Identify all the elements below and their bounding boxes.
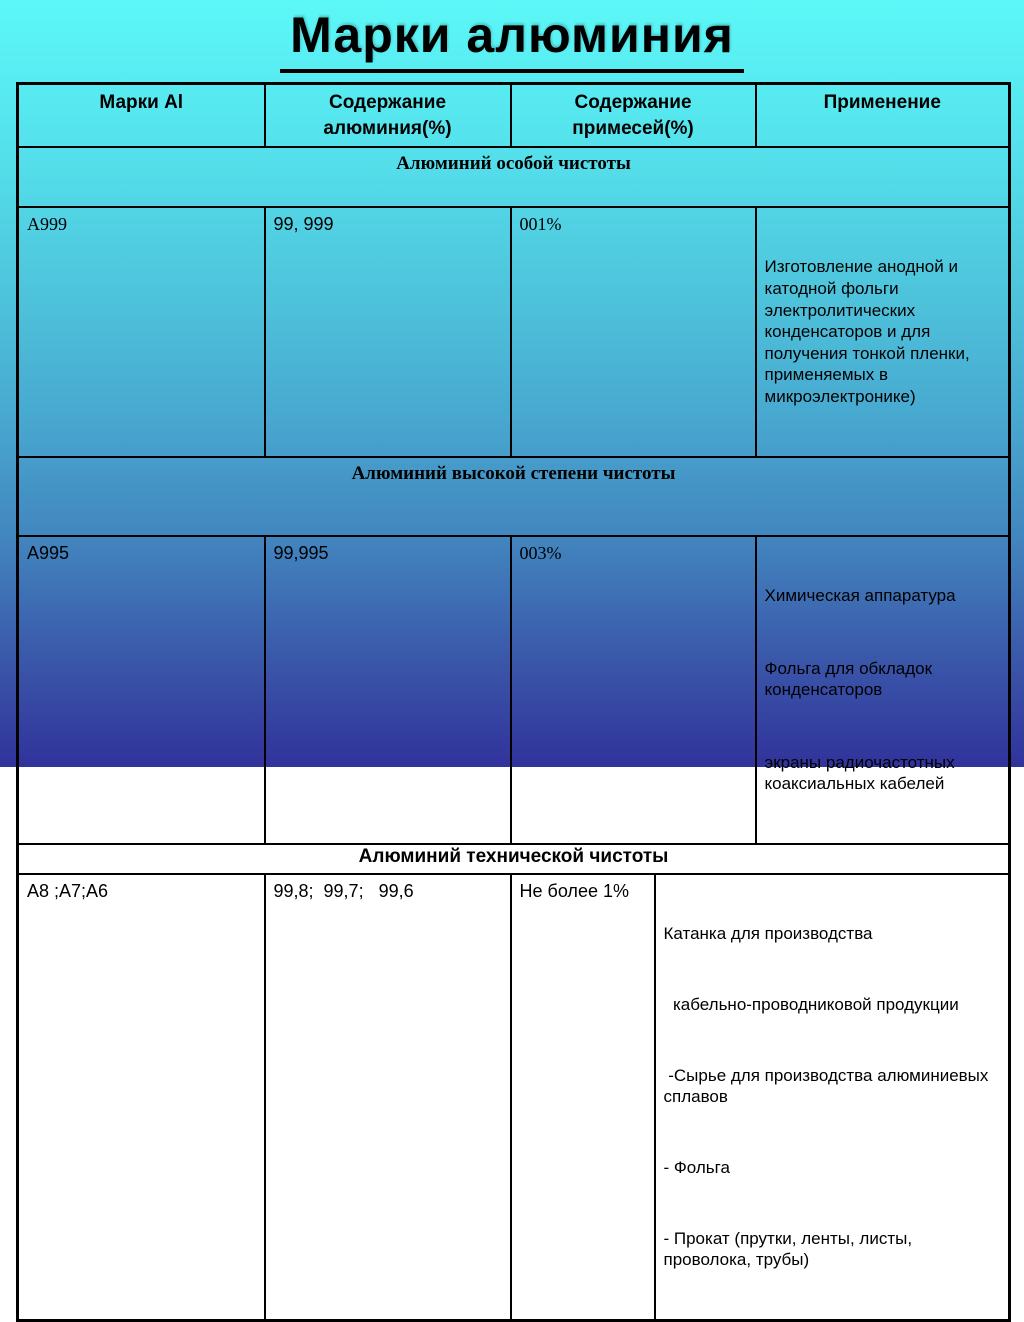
- cell-grade: А995: [18, 536, 265, 845]
- page-title-text: Марки алюминия: [280, 8, 744, 73]
- application-item: - Прокат (прутки, ленты, листы, проволока, трубы): [663, 1228, 917, 1270]
- application-item: - Фольга: [663, 1158, 730, 1178]
- application-item: -Сырье для производства алюминиевых сплавов: [663, 1065, 994, 1107]
- cell-impurities: 001%: [511, 207, 756, 456]
- col-header-al-content: Содержание алюминия(%): [265, 84, 511, 148]
- cell-al-content: 99, 999: [265, 207, 511, 456]
- col-header-impurities: Содержание примесей(%): [511, 84, 756, 148]
- cell-grade: А8 ;А7;А6: [18, 874, 265, 1320]
- application-item: Химическая аппаратура: [764, 585, 956, 605]
- table-row-a999: [18, 207, 1010, 456]
- application-item: Фольга для обкладок конденсаторов: [764, 658, 937, 700]
- section-row-high-purity: [18, 457, 1010, 536]
- section-label: Алюминий высокой степени чистоты: [18, 457, 1010, 536]
- aluminum-grades-table: [16, 82, 1011, 1322]
- page-title: [0, 8, 1024, 73]
- application-item: Катанка для производства: [663, 924, 873, 944]
- application-item: Изготовление анодной и катодной фольги электролитических конденсаторов и для получения тонкой пленки, применяемых в микроэлектронике): [764, 257, 975, 406]
- cell-al-content: 99,995: [265, 536, 511, 845]
- section-row-special-purity: [18, 147, 1010, 207]
- section-row-technical-purity: [18, 844, 1010, 874]
- cell-impurities: 003%: [511, 536, 756, 845]
- section-label: Алюминий особой чистоты: [18, 147, 1010, 207]
- table-header-row: [18, 84, 1010, 148]
- section-label: Алюминий технической чистоты: [18, 844, 1010, 874]
- col-header-grade: Марки Al: [18, 84, 265, 148]
- col-header-application: Применение: [756, 84, 1010, 148]
- application-item: экраны радиочастотных коаксиальных кабелей: [764, 752, 960, 794]
- table-row-a8-a7-a6: [18, 874, 1010, 1320]
- table-row-a995: [18, 536, 1010, 845]
- cell-applications: [756, 207, 1010, 456]
- cell-applications: [756, 536, 1010, 845]
- application-item: кабельно-проводниковой продукции: [663, 995, 959, 1015]
- cell-impurities: Не более 1%: [511, 874, 655, 1320]
- cell-al-content: 99,8; 99,7; 99,6: [265, 874, 511, 1320]
- cell-grade: А999: [18, 207, 265, 456]
- cell-applications: [655, 874, 1010, 1320]
